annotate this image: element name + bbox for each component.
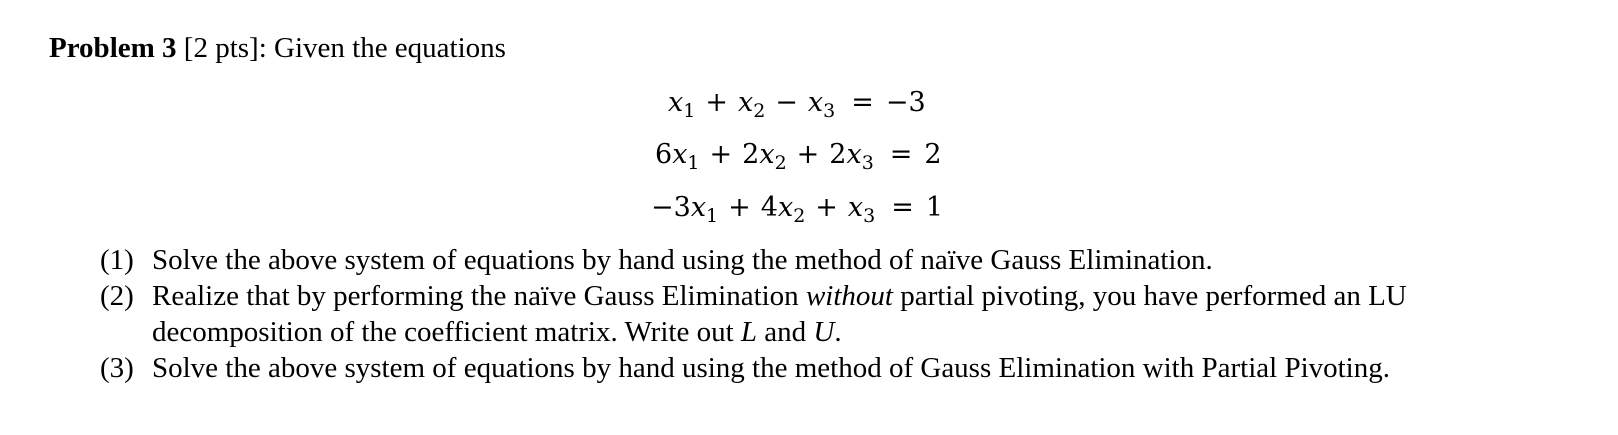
eq1-rhs: −3	[885, 87, 926, 118]
eq3-op3: +	[815, 192, 838, 223]
eq3-sub1: 1	[706, 205, 719, 227]
task-2	[100, 278, 1570, 350]
eq1-op3: −	[775, 87, 798, 118]
eq2-equals: =	[889, 139, 913, 170]
eq3-var3: x	[847, 192, 864, 223]
eq3-rhs: 1	[925, 192, 944, 223]
eq3-var2: x	[777, 192, 794, 223]
eq3-coef1: −3	[651, 192, 691, 223]
eq2-coef2: 2	[742, 139, 760, 170]
eq2-var3: x	[846, 139, 862, 170]
equation-2	[655, 138, 942, 172]
problem-title: Problem 3	[49, 32, 177, 64]
task-1	[100, 242, 1570, 278]
eq2-coef1: 6	[655, 139, 673, 170]
eq1-equals: =	[851, 87, 874, 118]
eq2-coef3: 2	[829, 139, 847, 170]
eq2-op3: +	[796, 139, 820, 170]
problem-heading	[49, 30, 506, 66]
task-2-emphasis: without	[805, 280, 893, 312]
equation-1	[668, 86, 926, 120]
task-2-var-u: U	[813, 316, 835, 348]
eq2-sub3: 3	[861, 152, 874, 174]
problem-intro: : Given the equations	[258, 32, 506, 64]
eq1-sub2: 2	[753, 100, 766, 122]
eq3-coef2: 4	[760, 192, 778, 223]
task-2-text	[152, 278, 1570, 350]
eq2-var1: x	[672, 139, 688, 170]
eq3-op2: +	[728, 192, 751, 223]
task-2-number: (2)	[100, 280, 134, 312]
eq1-sub1: 1	[683, 100, 696, 122]
equation-3	[651, 191, 943, 225]
task-2-text-a: Realize that by performing the naïve Gauss Elimination	[152, 280, 806, 312]
task-2-text-b: partial pivoting, you have performed an LU decomposition of the coefficient matrix. Write out	[152, 280, 1407, 348]
eq2-rhs: 2	[924, 139, 942, 170]
task-2-text-c: and	[757, 316, 814, 348]
task-2-var-l: L	[740, 316, 758, 348]
eq3-equals: =	[891, 192, 914, 223]
eq3-var1: x	[690, 192, 707, 223]
eq3-sub3: 3	[863, 205, 876, 227]
eq1-var3: x	[807, 87, 824, 118]
task-1-number: (1)	[100, 244, 134, 276]
eq1-var2: x	[737, 87, 754, 118]
eq1-var1: x	[668, 87, 684, 118]
eq1-sub3: 3	[823, 100, 836, 122]
eq3-sub2: 2	[793, 205, 806, 227]
task-3-text: Solve the above system of equations by hand using the method of Gauss Elimination with Partial Pivoting.	[152, 352, 1390, 384]
eq2-sub2: 2	[774, 152, 787, 174]
task-2-text-d: .	[834, 316, 842, 348]
task-3-number: (3)	[100, 352, 134, 384]
problem-points: [2 pts]	[183, 32, 259, 64]
task-1-text: Solve the above system of equations by hand using the method of naïve Gauss Elimination.	[152, 244, 1213, 276]
eq2-var2: x	[759, 139, 775, 170]
eq2-op2: +	[709, 139, 733, 170]
eq2-sub1: 1	[687, 152, 700, 174]
eq1-op2: +	[705, 87, 728, 118]
task-3	[100, 350, 1570, 386]
